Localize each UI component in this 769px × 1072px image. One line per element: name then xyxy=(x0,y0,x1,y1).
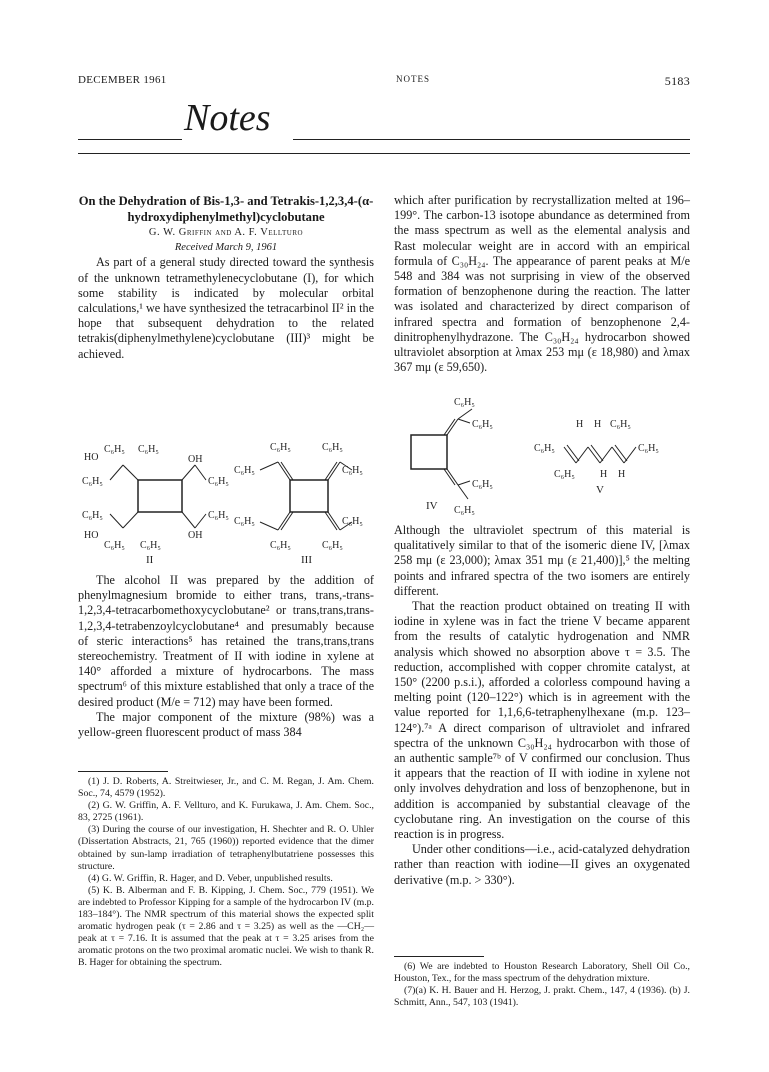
cyclobutane-ring-iv xyxy=(411,435,447,469)
footnote-7: (7)(a) K. H. Bauer and H. Herzog, J. prakt. Chem., 147, 4 (1936). (b) J. Schmitt, Ann., 547, 103 (1941). xyxy=(394,985,690,1009)
right-paragraph-3: That the reaction product obtained on treating II with iodine in xylene was in fact the triene V became apparent from the results of catalytic hydrogenation and NMR analysis which showed no absorption above τ = 3.5. The reduction, accomplished with copper chromite catalyst, at 150° (2200 p.s.i.), afforded a colorless compound having a melting point (120–122°) which is in agreement with the value reported for 1,1,6,6-tetraphenylhexane (m.p. 123–124°).⁷ᵃ A direct comparison of ultraviolet and infrared spectra of the unknown C₃₀H₂₄ hydrocarbon with those of an authentic sample⁷ᵇ of V confirmed our conclusion. Thus it appears that the reaction of II with iodine in xylene not only involves dehydration and loss of benzophenone, but in addition is accompanied by substantial cleavage of the cyclobutane ring. An investigation on the course of this reaction is in progress. xyxy=(394,599,690,842)
right-paragraph-1: which after purification by recrystallization melted at 196–199°. The carbon-13 isotope abundance as determined from the mass spectrum as well as the elemental analysis and Rast molecular weight are in accord with an empirical formula of C₃₀H₂₄. The appearance of parent peaks at M/e 548 and 384 was not surprising in view of the observed formation of benzophenone during the reaction. The latter was isolated and characterized by direct comparison of infrared spectra and formation of benzophenone 2,4-dinitrophenylhydrazone. The C₃₀H₂₄ hydrocarbon showed ultraviolet absorption at λmax 253 mμ (ε 18,980) and λmax 367 mμ (ε 59,650). xyxy=(394,193,690,375)
left-column-top xyxy=(78,193,374,362)
footnote-2: (2) G. W. Griffin, A. F. Vellturo, and K. Furukawa, J. Am. Chem. Soc., 83, 2725 (1961). xyxy=(78,800,374,824)
cyclobutane-ring-iii xyxy=(290,480,328,512)
header-date: DECEMBER 1961 xyxy=(78,74,167,86)
svg-text:C₆H₅: C₆H₅ xyxy=(270,540,291,551)
footnote-3: (3) During the course of our investigation, H. Shechter and R. O. Uhler (Dissertation Abstracts, 21, 765 (1960)) reported evidence that the dimer obtained by sun-lamp irradiation of tetraphenylbutatriene possesses this structure. xyxy=(78,824,374,872)
svg-text:H: H xyxy=(618,469,626,480)
svg-text:IV: IV xyxy=(426,500,438,512)
banner-rule-full xyxy=(78,153,690,154)
svg-text:C₆H₅: C₆H₅ xyxy=(322,442,343,453)
svg-text:HO: HO xyxy=(84,530,99,541)
svg-text:C₆H₅: C₆H₅ xyxy=(454,397,475,408)
svg-text:III: III xyxy=(301,554,312,566)
svg-text:OH: OH xyxy=(188,530,203,541)
svg-text:C₆H₅: C₆H₅ xyxy=(104,444,125,455)
svg-text:H: H xyxy=(600,469,608,480)
footnote-6: (6) We are indebted to Houston Research Laboratory, Shell Oil Co., Houston, Tex., for the mass spectrum of the dehydration mixture. xyxy=(394,961,690,985)
svg-text:H: H xyxy=(576,419,584,430)
structures-ii-iii xyxy=(78,440,378,568)
svg-text:C₆H₅: C₆H₅ xyxy=(208,476,229,487)
footnote-1: (1) J. D. Roberts, A. Streitwieser, Jr., and C. M. Regan, J. Am. Chem. Soc., 74, 4579 (1952). xyxy=(78,776,374,800)
right-paragraph-2: Although the ultraviolet spectrum of this material is qualitatively similar to that of the isomeric diene IV, [λmax 258 mμ (ε 23,000); λmax 351 mμ (ε 21,400)],⁵ the melting points and infrared spectra of the two isomers are entirely different. xyxy=(394,523,690,598)
svg-text:HO: HO xyxy=(84,452,99,463)
svg-text:C₆H₅: C₆H₅ xyxy=(234,465,255,476)
footnotes-right xyxy=(394,961,690,1009)
svg-text:C₆H₅: C₆H₅ xyxy=(138,444,159,455)
right-column-top xyxy=(394,193,690,375)
svg-text:C₆H₅: C₆H₅ xyxy=(472,479,493,490)
footnote-rule-left xyxy=(78,771,168,772)
left-column-body xyxy=(78,573,374,740)
svg-text:C₆H₅: C₆H₅ xyxy=(234,516,255,527)
svg-text:C₆H₅: C₆H₅ xyxy=(270,442,291,453)
footnote-rule-right xyxy=(394,956,484,957)
article-title: On the Dehydration of Bis-1,3- and Tetrakis-1,2,3,4-(α-hydroxydiphenylmethyl)cyclobutane xyxy=(78,194,374,224)
article-received-date: Received March 9, 1961 xyxy=(174,242,278,254)
svg-text:C₆H₅: C₆H₅ xyxy=(610,419,631,430)
left-paragraph-1: As part of a general study directed toward the synthesis of the unknown tetramethylenecyclobutane (I), for which some stability is indicated by molecular orbital calculations,¹ we have synthesized the tetracarbinol II² in the hope that subsequent dehydration to the related tetrakis(diphenylmethylene)cyclobutane (III)³ might be achieved. xyxy=(78,255,374,361)
left-paragraph-2: The alcohol II was prepared by the addition of phenylmagnesium bromide to either trans, trans,-trans-1,2,3,4-tetracarbomethoxycyclobutane² or trans,trans,trans-1,2,3,4-tetrabenzoylcyclobutane⁴ and presumably because of steric interactions⁵ has retained the trans,trans,trans stereochemistry. Treatment of II with iodine in xylene at 140° afforded a mixture of hydrocarbons. The mass spectrum⁶ of this mixture established that only a trace of the desired product (M/e = 712) may have been formed. xyxy=(78,573,374,709)
left-paragraph-3: The major component of the mixture (98%) was a yellow-green fluorescent product of mass 384 xyxy=(78,709,374,740)
svg-text:V: V xyxy=(596,484,604,496)
footnotes-left xyxy=(78,776,374,970)
svg-text:II: II xyxy=(146,554,154,566)
header-section: NOTES xyxy=(396,74,430,84)
header-page-number: 5183 xyxy=(664,74,690,88)
svg-text:C₆H₅: C₆H₅ xyxy=(454,505,475,516)
svg-text:C₆H₅: C₆H₅ xyxy=(342,516,363,527)
article-authors: G. W. Griffin and A. F. Vellturo xyxy=(148,227,304,238)
svg-text:C₆H₅: C₆H₅ xyxy=(554,469,575,480)
svg-text:C₆H₅: C₆H₅ xyxy=(472,419,493,430)
cyclobutane-ring-ii xyxy=(138,480,182,512)
right-column-body xyxy=(394,523,690,888)
svg-text:C₆H₅: C₆H₅ xyxy=(82,510,103,521)
svg-text:C₆H₅: C₆H₅ xyxy=(104,540,125,551)
svg-text:C₆H₅: C₆H₅ xyxy=(342,465,363,476)
svg-text:C₆H₅: C₆H₅ xyxy=(208,510,229,521)
svg-text:C₆H₅: C₆H₅ xyxy=(638,443,659,454)
structures-iv-v xyxy=(396,393,692,518)
notes-banner-title: Notes xyxy=(184,97,271,139)
right-paragraph-4: Under other conditions—i.e., acid-catalyzed dehydration rather than reaction with iodine—II gives an oxygenated derivative (m.p. > 330°). xyxy=(394,842,690,887)
banner-rule-left xyxy=(78,139,182,140)
svg-text:OH: OH xyxy=(188,454,203,465)
svg-text:C₆H₅: C₆H₅ xyxy=(82,476,103,487)
svg-text:C₆H₅: C₆H₅ xyxy=(534,443,555,454)
footnote-4: (4) G. W. Griffin, R. Hager, and D. Veber, unpublished results. xyxy=(88,872,333,884)
svg-text:C₆H₅: C₆H₅ xyxy=(322,540,343,551)
svg-text:C₆H₅: C₆H₅ xyxy=(140,540,161,551)
svg-text:H: H xyxy=(594,419,602,430)
footnote-5: (5) K. B. Alberman and F. B. Kipping, J. Chem. Soc., 779 (1951). We are indebted to Professor Kipping for a sample of the hydrocarbon IV (m.p. 183–184°). The NMR spectrum of this material shows the expected split aromatic hydrogen peak (τ = 2.86 and τ = 3.25) as well as the —CH₂— peak at τ = 7.16. It is assumed that the peak at τ = 3.25 arises from the aromatic protons on the two proximal aromatic nuclei. We wish to thank R. B. Hager for obtaining the spectrum. xyxy=(78,884,374,969)
banner-rule-right xyxy=(293,139,690,140)
